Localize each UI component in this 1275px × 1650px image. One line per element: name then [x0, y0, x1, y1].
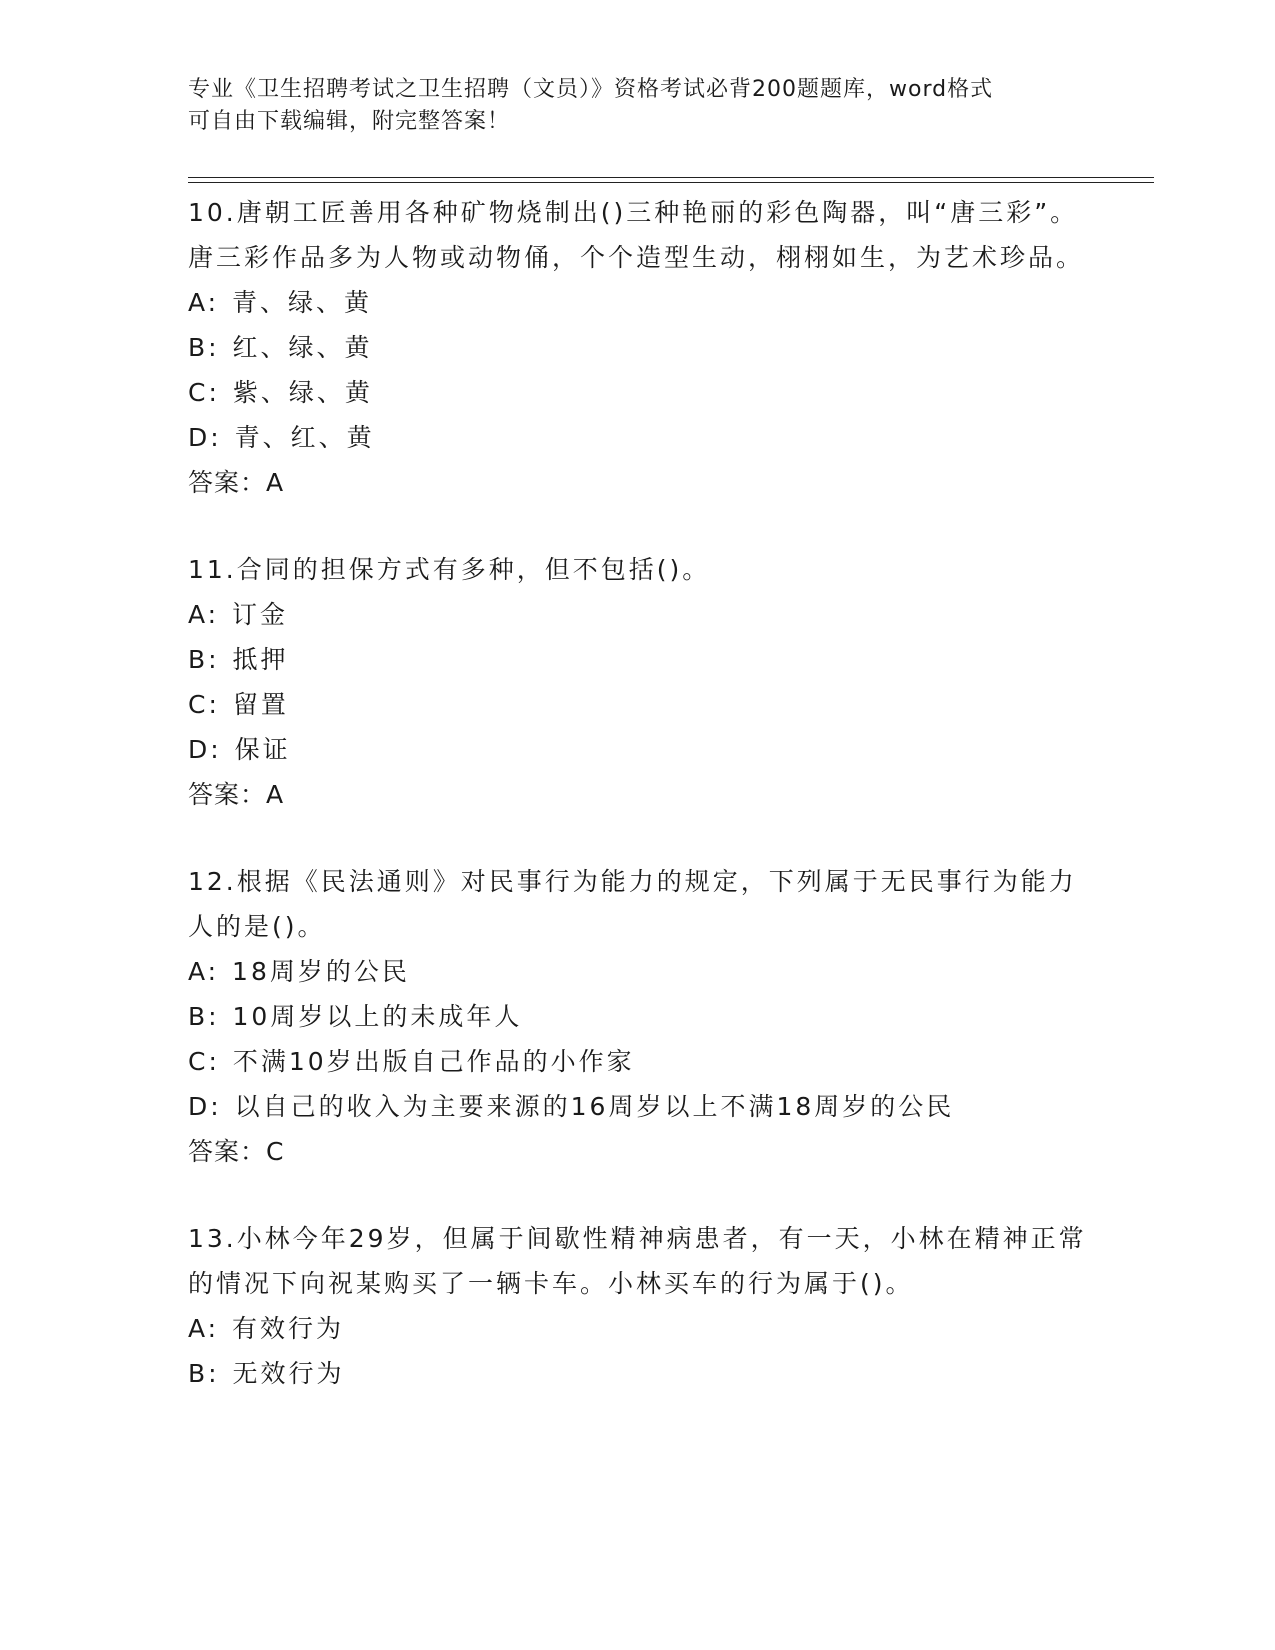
option-letter: C:: [188, 378, 220, 407]
option-text: 有效行为: [232, 1314, 345, 1343]
question-12-option-a: [188, 949, 1088, 994]
question-10-option-a: [188, 280, 1088, 325]
option-letter: D:: [188, 735, 222, 764]
question-10-option-c: [188, 370, 1088, 415]
question-list: [188, 190, 1088, 1438]
option-letter: B:: [188, 1002, 220, 1031]
option-text: 紫、绿、黄: [232, 378, 373, 407]
option-text: 红、绿、黄: [232, 333, 373, 362]
question-10-option-b: [188, 325, 1088, 370]
question-13-option-b: [188, 1351, 1088, 1396]
option-text: 10周岁以上的未成年人: [232, 1002, 523, 1031]
option-letter: B:: [188, 645, 220, 674]
option-text: 无效行为: [232, 1359, 345, 1388]
option-letter: A:: [188, 288, 220, 317]
question-11-option-c: [188, 682, 1088, 727]
header-line-2: 可自由下载编辑，附完整答案！: [188, 109, 511, 134]
option-text: 青、绿、黄: [232, 288, 373, 317]
question-12-option-d: [188, 1084, 1088, 1129]
question-10-answer: 答案：A: [188, 468, 285, 497]
question-11-answer: 答案：A: [188, 780, 285, 809]
option-letter: B:: [188, 1359, 220, 1388]
question-11-text: 11.合同的担保方式有多种，但不包括()。: [188, 555, 711, 584]
option-text: 抵押: [232, 645, 289, 674]
question-13-text: 13.小林今年29岁，但属于间歇性精神病患者，有一天，小林在精神正常的情况下向祝某购买了一辆卡车。小林买车的行为属于()。: [188, 1224, 1087, 1298]
option-letter: B:: [188, 333, 220, 362]
question-12-answer: 答案：C: [188, 1137, 285, 1166]
option-letter: A:: [188, 600, 220, 629]
option-letter: D:: [188, 423, 222, 452]
question-10-option-d: [188, 415, 1088, 460]
question-12-text: 12.根据《民法通则》对民事行为能力的规定，下列属于无民事行为能力人的是()。: [188, 867, 1077, 941]
option-letter: A:: [188, 957, 220, 986]
document-header: [188, 74, 1088, 138]
option-letter: C:: [188, 690, 220, 719]
question-11-option-b: [188, 637, 1088, 682]
option-letter: D:: [188, 1092, 222, 1121]
question-10: [188, 190, 1088, 505]
question-13-option-a: [188, 1306, 1088, 1351]
question-11: [188, 547, 1088, 817]
option-text: 订金: [232, 600, 289, 629]
header-line-1: 专业《卫生招聘考试之卫生招聘（文员）》资格考试必背200题题库，word格式: [188, 77, 994, 102]
header-divider-top: [188, 177, 1154, 178]
question-11-option-a: [188, 592, 1088, 637]
question-10-text: 10.唐朝工匠善用各种矿物烧制出()三种艳丽的彩色陶器，叫“唐三彩”。唐三彩作品多为人物或动物俑，个个造型生动，栩栩如生，为艺术珍品。: [188, 198, 1085, 272]
question-12: [188, 859, 1088, 1174]
option-text: 以自己的收入为主要来源的16周岁以上不满18周岁的公民: [234, 1092, 955, 1121]
question-12-option-c: [188, 1039, 1088, 1084]
question-11-option-d: [188, 727, 1088, 772]
question-13: [188, 1216, 1088, 1396]
header-divider-bottom: [188, 182, 1154, 183]
option-letter: A:: [188, 1314, 220, 1343]
option-text: 不满10岁出版自己作品的小作家: [232, 1047, 635, 1076]
option-text: 18周岁的公民: [232, 957, 410, 986]
option-text: 留置: [232, 690, 289, 719]
option-text: 保证: [234, 735, 291, 764]
question-12-option-b: [188, 994, 1088, 1039]
option-text: 青、红、黄: [234, 423, 375, 452]
option-letter: C:: [188, 1047, 220, 1076]
